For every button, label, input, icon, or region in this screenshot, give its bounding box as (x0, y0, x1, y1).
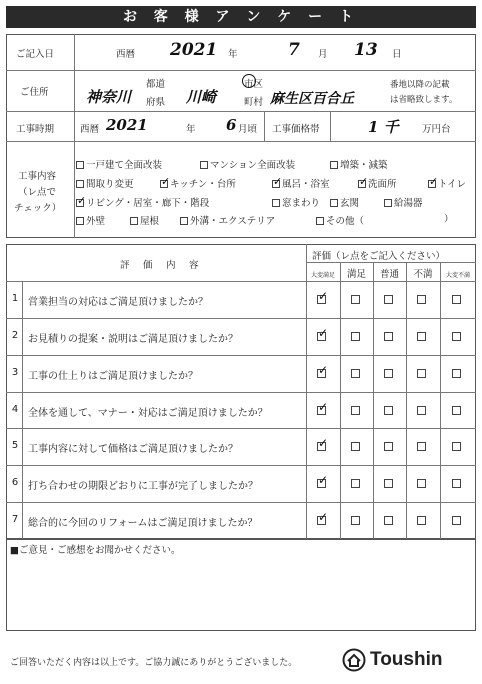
work-option-checkbox[interactable] (180, 217, 188, 225)
work-option (316, 213, 364, 227)
rating-checkbox[interactable] (351, 479, 360, 488)
rating-checkbox[interactable] (351, 332, 360, 341)
other-close-paren: ） (444, 214, 454, 225)
rating-checkbox[interactable] (452, 369, 461, 378)
work-option (330, 157, 388, 171)
date-day-value: 13 (354, 40, 378, 60)
work-option-checkbox[interactable] (200, 161, 208, 169)
rating-checkbox[interactable] (317, 295, 326, 304)
question-text: 工事内容に対して価格はご満足頂けましたか？ (28, 444, 238, 456)
rating-checkbox[interactable] (317, 442, 326, 451)
address-city-suffix-top: 市区 (244, 79, 264, 90)
work-option-checkbox[interactable] (384, 199, 392, 207)
date-month-value: 7 (288, 40, 300, 60)
city-circle-mark (242, 74, 256, 88)
question-text: 全体を通して、マナー・対応はご満足頂けましたか？ (28, 407, 268, 419)
rating-checkbox[interactable] (317, 406, 326, 415)
work-option-checkbox[interactable] (358, 180, 366, 188)
rating-checkbox[interactable] (452, 332, 461, 341)
survey-title: お 客 様 ア ン ケ ー ト (6, 6, 476, 28)
work-option-checkbox[interactable] (330, 199, 338, 207)
work-option-label: 窓まわり (282, 198, 321, 209)
work-option (358, 176, 397, 190)
rating-checkbox[interactable] (317, 479, 326, 488)
question-text: 工事の仕上りはご満足頂けましたか？ (28, 370, 198, 382)
rating-checkbox[interactable] (351, 516, 360, 525)
date-year-unit: 年 (228, 49, 238, 60)
address-town: 麻生区百合丘 (270, 91, 354, 107)
date-label: ご記入日 (16, 49, 55, 60)
work-option-label: 屋根 (140, 216, 160, 227)
address-label: ご住所 (20, 87, 49, 98)
rating-header-left: 評 価 内 容 (120, 260, 201, 271)
comments-label: ■ご意見・ご感想をお聞かせください。 (10, 545, 181, 556)
work-option (130, 213, 159, 227)
period-year-value: 2021 (106, 116, 148, 134)
rating-checkbox[interactable] (452, 295, 461, 304)
period-label: 工事時期 (16, 124, 55, 135)
address-pref-suffix-top: 都道 (146, 79, 166, 90)
price-value: 1 千 (368, 118, 399, 136)
work-option-label: 給湯器 (394, 198, 423, 209)
rating-checkbox[interactable] (317, 332, 326, 341)
work-option-label: トイレ (438, 179, 467, 190)
work-label-2: （レ点で (18, 187, 57, 198)
work-option-checkbox[interactable] (272, 199, 280, 207)
work-option-label: 外溝・エクステリア (190, 216, 276, 227)
question-text: 営業担当の対応はご満足頂けましたか？ (28, 297, 208, 308)
rating-checkbox[interactable] (384, 332, 393, 341)
work-option-checkbox[interactable] (76, 180, 84, 188)
work-option (384, 195, 423, 209)
question-text: 打ち合わせの期限どおりに工事が完了しましたか？ (28, 481, 258, 493)
rating-column-header: 不満 (413, 269, 433, 280)
work-option-checkbox[interactable] (76, 199, 84, 207)
work-label-3: チェック） (14, 203, 62, 214)
period-era: 西暦 (80, 124, 100, 135)
rating-column-header: 大変満足 (310, 272, 335, 279)
work-option-label: 洗面所 (368, 179, 397, 190)
work-option (330, 195, 359, 209)
work-option (200, 157, 295, 171)
address-pref-suffix-bottom: 府県 (146, 97, 166, 108)
work-option (76, 213, 105, 227)
rating-checkbox[interactable] (351, 369, 360, 378)
address-note-1: 番地以降の記載 (390, 80, 450, 90)
work-option-label: マンション全面改装 (210, 160, 296, 171)
question-number: 6 (11, 477, 19, 489)
period-year-unit: 年 (186, 124, 196, 135)
rating-checkbox[interactable] (317, 369, 326, 378)
work-option-checkbox[interactable] (130, 217, 138, 225)
rating-checkbox[interactable] (417, 332, 426, 341)
footer-text: ご回答いただく内容は以上です。ご協力誠にありがとうございました。 (10, 658, 298, 668)
work-option-label: 増築・減築 (340, 160, 388, 171)
rating-checkbox[interactable] (317, 516, 326, 525)
period-month-unit: 月頃 (238, 124, 258, 135)
rating-checkbox[interactable] (351, 295, 360, 304)
address-city-suffix-bottom: 町村 (244, 97, 264, 108)
work-option (272, 176, 330, 190)
date-year-value: 2021 (170, 40, 218, 60)
rating-checkbox[interactable] (452, 406, 461, 415)
question-text: お見積りの提案・説明はご満足頂けましたか？ (28, 333, 238, 345)
question-number: 3 (11, 366, 19, 378)
work-option (428, 176, 466, 190)
rating-header-right: 評価（レ点をご記入ください） (312, 251, 446, 262)
date-month-unit: 月 (318, 49, 328, 60)
work-option-checkbox[interactable] (272, 180, 280, 188)
rating-checkbox[interactable] (384, 295, 393, 304)
rating-checkbox[interactable] (351, 406, 360, 415)
address-prefecture: 神奈川 (86, 88, 132, 106)
question-number: 1 (11, 293, 19, 304)
rating-column-header: 満足 (346, 269, 366, 280)
work-option (180, 213, 275, 227)
rating-checkbox[interactable] (384, 369, 393, 378)
price-unit: 万円台 (422, 124, 451, 135)
work-option-label: 外壁 (86, 216, 106, 227)
rating-checkbox[interactable] (417, 442, 426, 451)
rating-checkbox[interactable] (417, 369, 426, 378)
rating-checkbox[interactable] (384, 442, 393, 451)
rating-checkbox[interactable] (384, 406, 393, 415)
work-option-label: リビング・居室・廊下・階段 (86, 198, 210, 209)
rating-checkbox[interactable] (351, 442, 360, 451)
work-option-label: 玄関 (340, 198, 360, 209)
work-option (76, 176, 134, 190)
question-text: 総合的に今回のリフォームはご満足頂けましたか？ (28, 518, 258, 530)
brand-name: Toushin (370, 649, 443, 670)
question-number: 2 (11, 329, 19, 341)
work-option-label: 間取り変更 (86, 179, 134, 190)
address-city: 川崎 (186, 88, 217, 106)
work-option-label: 風呂・浴室 (282, 179, 330, 190)
rating-checkbox[interactable] (452, 516, 461, 525)
rating-checkbox[interactable] (417, 295, 426, 304)
work-option (272, 195, 320, 209)
work-option-label: 一戸建て全面改装 (86, 160, 163, 171)
rating-checkbox[interactable] (384, 479, 393, 488)
work-option-checkbox[interactable] (330, 161, 338, 169)
work-option-checkbox[interactable] (428, 180, 436, 188)
price-label: 工事価格帯 (272, 124, 320, 135)
question-number: 5 (11, 440, 19, 452)
rating-checkbox[interactable] (384, 516, 393, 525)
work-label-1: 工事内容 (18, 171, 57, 182)
work-option (76, 195, 209, 209)
rating-checkbox[interactable] (452, 442, 461, 451)
rating-checkbox[interactable] (452, 479, 461, 488)
period-month-value: 6 (226, 116, 237, 134)
work-option-checkbox[interactable] (316, 217, 324, 225)
toushin-logo-icon (342, 648, 366, 672)
address-note-2: は省略致します。 (390, 95, 458, 105)
date-day-unit: 日 (392, 49, 402, 60)
work-option (160, 176, 236, 190)
question-number: 7 (11, 514, 19, 526)
rating-checkbox[interactable] (417, 516, 426, 525)
question-number: 4 (11, 403, 19, 415)
work-option-label: キッチン・台所 (170, 179, 236, 190)
date-era: 西暦 (116, 49, 136, 60)
work-option-label: その他（ (326, 216, 365, 227)
work-option-checkbox[interactable] (76, 217, 84, 225)
rating-checkbox[interactable] (417, 406, 426, 415)
work-option-checkbox[interactable] (160, 180, 168, 188)
rating-checkbox[interactable] (417, 479, 426, 488)
rating-column-header: 大変不満 (445, 272, 470, 279)
work-option (76, 157, 162, 171)
rating-column-header: 普通 (379, 269, 399, 280)
work-option-checkbox[interactable] (76, 161, 84, 169)
